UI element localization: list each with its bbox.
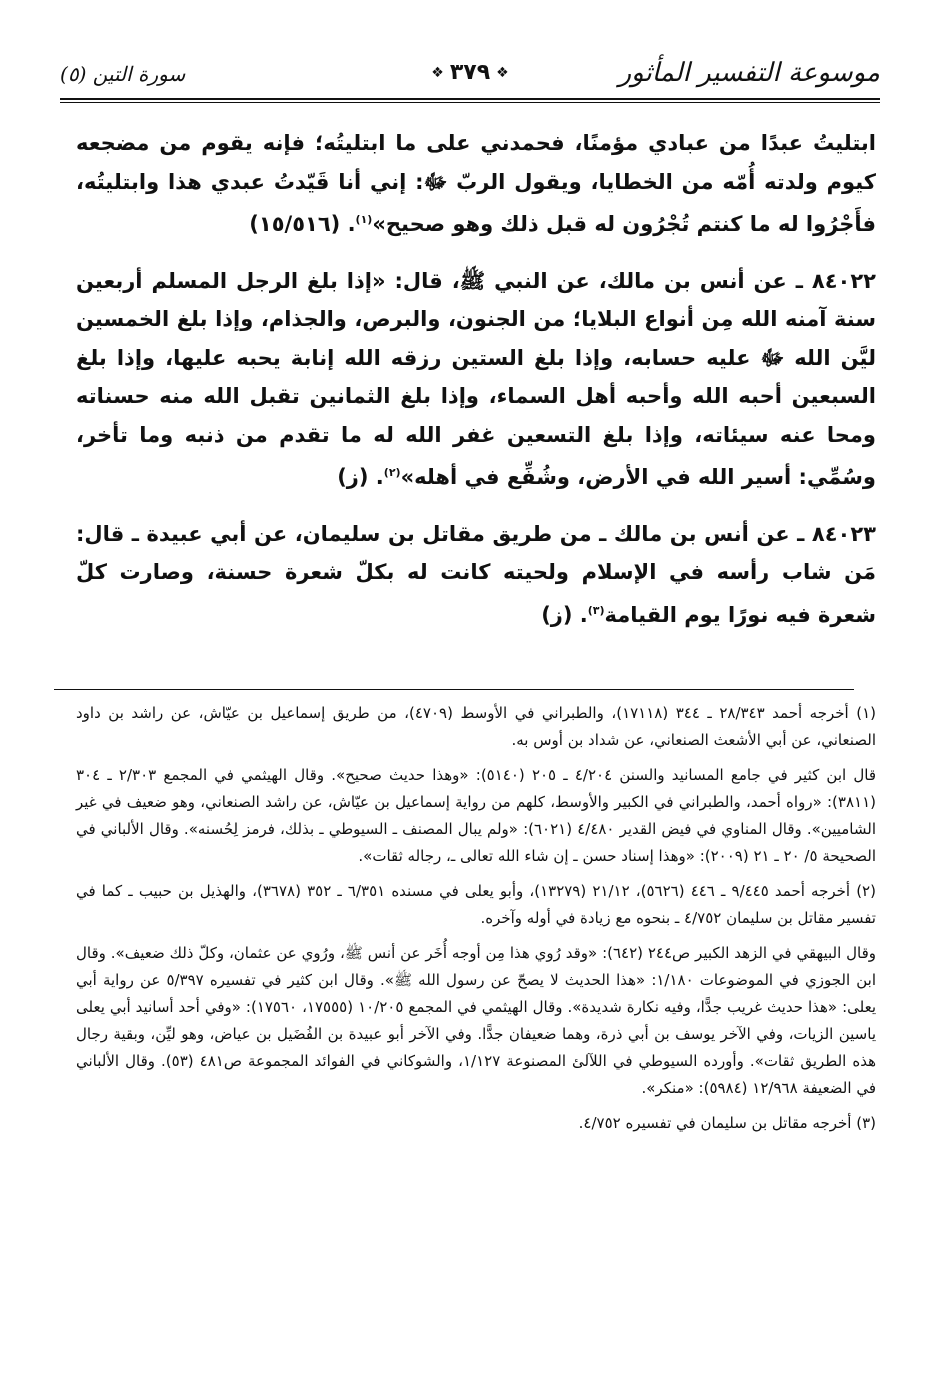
header-rule — [60, 98, 880, 100]
page-number-block — [425, 60, 514, 85]
footnote-2: (٢) أخرجه أحمد ٩/٤٤٥ ـ ٤٤٦ (٥٦٢٦)، ٢١/١٢ (١٣٢٧٩)، وأبو يعلى في مسنده ٦/٣٥١ ـ ٣٥٢ (٣٦٧٨)، والهذيل بن حبيب ـ كما في تفسير مقاتل بن سليمان ٤/٧٥٢ ـ بنحوه مع زيادة في أوله وآخره. — [76, 882, 876, 927]
entry-text: ـ عن أنس بن مالك ـ من طريق مقاتل بن سليمان، عن أبي عبيدة ـ قال: مَن شاب رأسه في الإسلام ولحيته كانت له بكلّ شعرة حسنة، وصارت كلّ شعرة فيه نورًا يوم القيامة — [76, 521, 876, 627]
main-text — [76, 124, 876, 634]
footnote-ref: (٣) — [587, 603, 605, 617]
ornament-icon: ❖ — [496, 65, 509, 81]
surah-title: سورة التين (٥) — [60, 62, 186, 86]
footnote-ref: (١) — [355, 213, 373, 226]
footnote-ref: (٢) — [383, 466, 401, 479]
footnote-2-commentary: وقال البيهقي في الزهد الكبير ص٢٤٤ (٦٤٢): «وقد رُوي هذا مِن أوجه أُخَر عن أنس ﷺ، ورُوي عن عثمان، وكلّ ذلك ضعيف». وقال ابن الجوزي في الموضوعات ١/١٨٠: «هذا الحديث لا يصحّ عن رسول الله ﷺ». وقال ابن كثير في تفسيره ٥/٣٩٧ عن رواية أبي يعلى: «هذا حديث غريب جدًّا، وفيه نكارة شديدة». وقال الهيثمي في المجمع ١٠/٢٠٥ (١٧٥٥٥، ١٧٥٦٠): «وفي أحد أسانيد أبي يعلى ياسين الزيات، وفي الآخر يوسف بن أبي ذرة، وهما ضعيفان جدًّا. وفي الآخر أبو عبيدة بن الفُضَيل بن عياض، وهو ليِّن، وبقية رجال هذه الطريق ثقات». وأورده السيوطي في اللآلئ المصنوعة ١/١٢٧، والشوكاني في الفوائد المجموعة ص٤٨١ (٥٣). وقال الألباني في الضعيفة ١٢/٩٦٨ (٥٩٨٤): «منكر». — [76, 944, 877, 1097]
header-rule-thin — [60, 102, 880, 103]
source-ref: . (١٥/٥١٦) — [249, 212, 356, 236]
source-ref: . (ز) — [541, 602, 588, 627]
entry-number: ٨٤٠٢٣ — [811, 521, 876, 546]
footnote-3: (٣) أخرجه مقاتل بن سليمان في تفسيره ٤/٧٥٢. — [578, 1114, 876, 1132]
paragraph-text: ابتليتُ عبدًا من عبادي مؤمنًا، فحمدني على ما ابتليتُه؛ فإنه يقوم من مضجعه كيوم ولدته أُمّه من الخطايا، ويقول الربّ ﷻ: إني أنا قَيّدتُ عبدي هذا وابتليتُه، فأَجْرُوا له ما كنتم تُجْرُون له قبل ذلك وهو صحيح» — [76, 131, 876, 236]
footnotes — [76, 700, 876, 1137]
entry-number: ٨٤٠٢٢ — [811, 268, 876, 293]
hadith-entry — [76, 262, 876, 497]
paragraph-continuation — [76, 124, 876, 244]
footnote-1-commentary: قال ابن كثير في جامع المسانيد والسنن ٤/٢٠٤ ـ ٢٠٥ (٥١٤٠): «وهذا حديث صحيح». وقال الهيثمي في المجمع ٢/٣٠٣ ـ ٣٠٤ (٣٨١١): «رواه أحمد، والطبراني في الكبير والأوسط، كلهم من رواية إسماعيل بن عيّاش، عن راشد الصنعاني، وهو ضعيف في غير الشاميين». وقال المناوي في فيض القدير ٤/٤٨٠ (٦٠٢١): «ولم يبال المصنف ـ السيوطي ـ بذلك، فرمز لِحُسنه». وقال الألباني في الصحيحة ٥/ ٢٠ ـ ٢١ (٢٠٠٩): «وهذا إسناد حسن ـ إن شاء الله تعالى ـ، رجاله ثقات». — [76, 766, 877, 865]
page-number: ٣٧٩ — [449, 60, 491, 85]
entry-text: ـ عن أنس بن مالك، عن النبي ﷺ، قال: «إذا بلغ الرجل المسلم أربعين سنة آمنه الله مِن أنواع البلايا؛ من الجنون، والبرص، والجذام، وإذا بلغ الخمسين ليَّن الله ﷻ عليه حسابه، وإذا بلغ الستين رزقه الله إنابة يحبه عليها، وإذا بلغ السبعين أحبه الله وأحبه أهل السماء، وإذا بلغ الثمانين تقبل الله منه حسناته ومحا عنه سيئاته، وإذا بلغ التسعين غفر الله له ما تقدم من ذنبه وما تأخر، وسُمِّي: أسير الله في الأرض، وشُفِّع في أهله» — [76, 268, 876, 489]
ornament-icon: ❖ — [431, 65, 444, 81]
running-header — [60, 58, 880, 100]
hadith-entry — [76, 515, 876, 635]
footnote-1: (١) أخرجه أحمد ٢٨/٣٤٣ ـ ٣٤٤ (١٧١١٨)، والطبراني في الأوسط (٤٧٠٩)، من طريق إسماعيل بن عيّاش، عن راشد بن داود الصنعاني، عن أبي الأشعث الصنعاني، عن شداد بن أوس به. — [76, 704, 876, 749]
source-ref: . (ز) — [337, 465, 384, 489]
footnote-separator — [54, 689, 854, 690]
book-title: موسوعة التفسير المأثور — [618, 58, 880, 88]
